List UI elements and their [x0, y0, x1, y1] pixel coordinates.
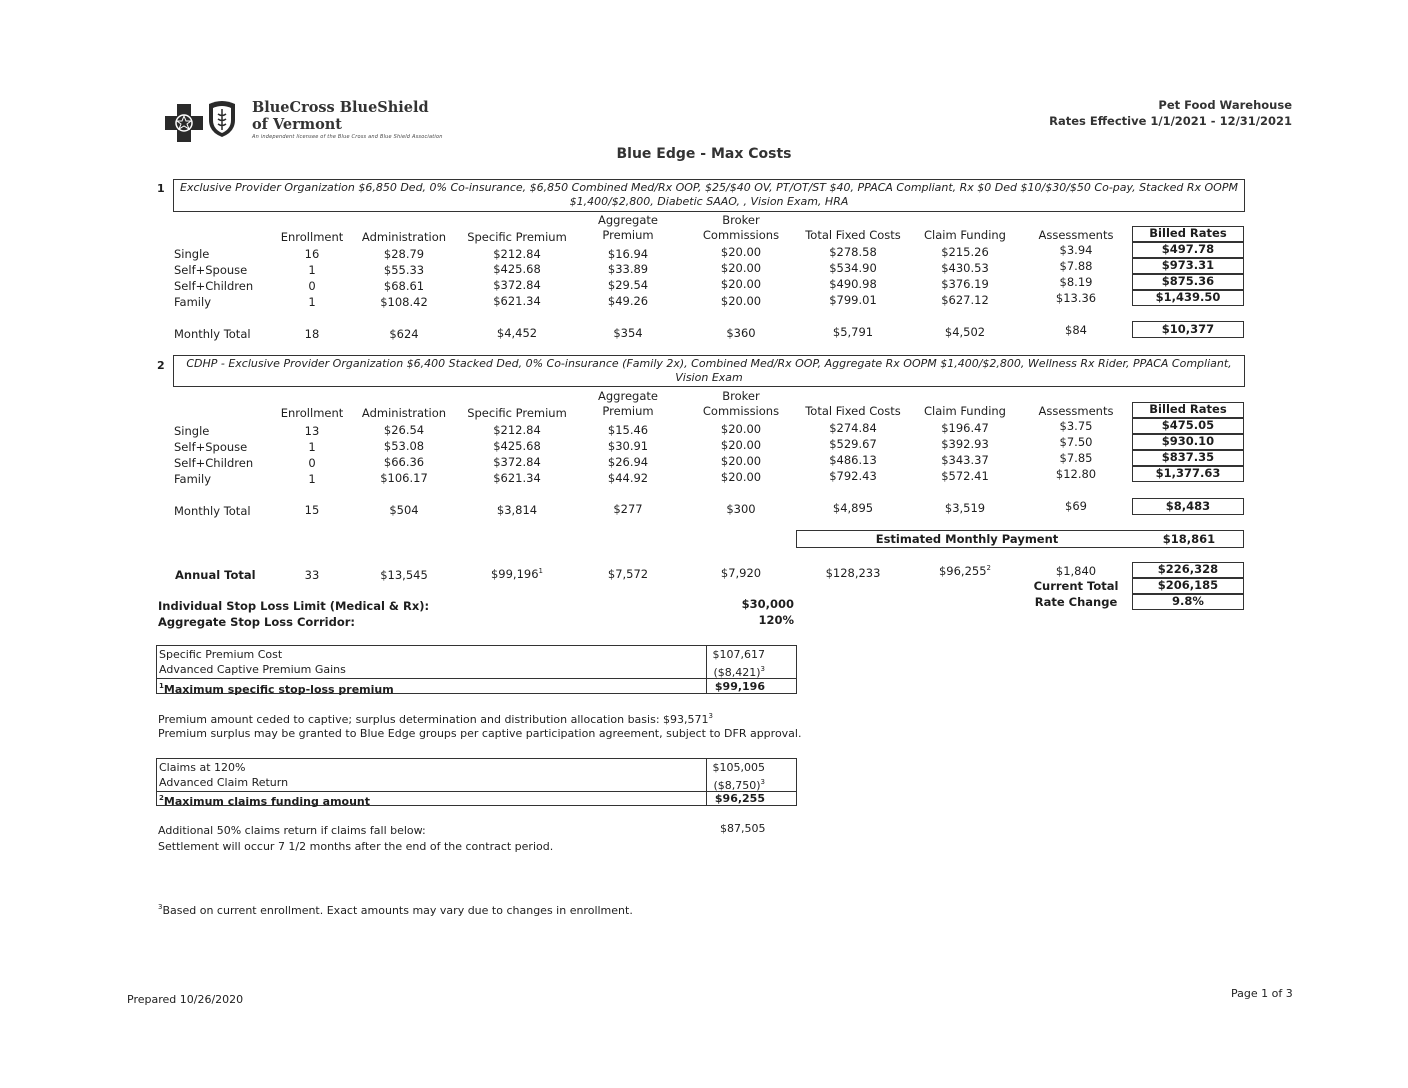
aggregate-premium-value: $44.92	[607, 471, 649, 485]
annual-total-label: Annual Total	[175, 568, 256, 582]
header-broker-commissions: Broker Commissions	[702, 213, 780, 242]
tier-label: Self+Children	[174, 456, 254, 470]
claim-funding-value: $196.47	[941, 421, 989, 435]
monthly-total-aggregate: $354	[613, 326, 643, 340]
header-total-fixed-costs: Total Fixed Costs	[805, 228, 901, 242]
fixed-cost-value: $792.43	[829, 469, 877, 483]
claims-return-note: Additional 50% claims return if claims fall below:	[158, 824, 426, 837]
billed-rate-value: $973.31	[1132, 258, 1244, 274]
fixed-cost-value: $274.84	[829, 421, 877, 435]
header-enrollment: Enrollment	[280, 230, 344, 244]
broker-value: $20.00	[720, 294, 762, 308]
estimated-monthly-payment-label: Estimated Monthly Payment	[875, 532, 1059, 546]
tier-label: Self+Spouse	[174, 440, 248, 454]
administration-value: $26.54	[383, 423, 425, 437]
aggregate-premium-value: $16.94	[607, 247, 649, 261]
header-administration: Administration	[361, 406, 447, 420]
claim-funding-value: $430.53	[941, 261, 989, 275]
administration-value: $108.42	[380, 295, 428, 309]
tier-label: Single	[174, 424, 210, 438]
header-billed-rates: Billed Rates	[1132, 402, 1244, 418]
tier-label: Family	[174, 295, 212, 309]
aggregate-premium-value: $30.91	[607, 439, 649, 453]
assessments-value: $7.85	[1059, 451, 1093, 465]
annual-assessments: $1,840	[1055, 564, 1097, 578]
monthly-total-claim: $4,502	[944, 325, 986, 339]
fixed-cost-value: $534.90	[829, 261, 877, 275]
header-specific-premium: Specific Premium	[467, 230, 567, 244]
fixed-cost-value: $490.98	[829, 277, 877, 291]
claim-funding-value: $215.26	[941, 245, 989, 259]
claims-table-row: Claims at 120% $105,005	[159, 761, 765, 774]
specific-premium-value: $621.34	[493, 294, 541, 308]
billed-rate-value: $1,377.63	[1132, 466, 1244, 482]
billed-rate-value: $475.05	[1132, 418, 1244, 434]
current-total-value: $206,185	[1132, 578, 1244, 594]
plan-1-description-line2: $1,400/$2,800, Diabetic SAAO, , Vision Exam, HRA	[569, 195, 849, 208]
broker-value: $20.00	[720, 261, 762, 275]
annual-fixed: $128,233	[825, 566, 881, 580]
bcbs-wordmark	[252, 99, 429, 133]
broker-value: $20.00	[720, 454, 762, 468]
monthly-total-label: Monthly Total	[174, 327, 251, 341]
header-assessments: Assessments	[1038, 404, 1114, 418]
assessments-value: $3.75	[1059, 419, 1093, 433]
annual-enrollment: 33	[304, 568, 320, 582]
annual-specific: $99,196$^1$	[490, 567, 544, 581]
annual-claim: $96,255$^2$	[938, 564, 992, 578]
tier-label: Self+Children	[174, 279, 254, 293]
claims-table-row: Advanced Claim Return ($8,750)$^3$	[159, 776, 765, 792]
administration-value: $53.08	[383, 439, 425, 453]
estimated-monthly-payment-row	[796, 530, 1244, 548]
bcbs-cross-logo-icon	[165, 104, 203, 142]
plan-2-description-line1: CDHP - Exclusive Provider Organization $6,400 Stacked Ded, 0% Co-insurance (Family 2x), Combined Med/Rx OOP, Aggregate Rx OOPM $1,400/$2,800, Wellness Rx Rider, PPACA Compliant,	[186, 357, 1232, 370]
administration-value: $68.61	[383, 279, 425, 293]
enrollment-footnote: $^3$Based on current enrollment. Exact amounts may vary due to changes in enrollment.	[158, 903, 633, 917]
fixed-cost-value: $799.01	[829, 293, 877, 307]
claims-return-threshold: $87,505	[720, 822, 766, 835]
captive-note-line2: Premium surplus may be granted to Blue Edge groups per captive participation agreement, subject to DFR approval.	[158, 727, 802, 740]
aggregate-stop-loss-value: 120%	[758, 613, 794, 627]
billed-rate-value: $497.78	[1132, 242, 1244, 258]
aggregate-premium-value: $15.46	[607, 423, 649, 437]
logo-name-line2: of Vermont	[252, 116, 342, 133]
rates-effective: Rates Effective 1/1/2021 - 12/31/2021	[1049, 114, 1292, 128]
monthly-total-billed: $8,483	[1132, 498, 1244, 515]
assessments-value: $7.88	[1059, 259, 1093, 273]
enrollment-value: 0	[308, 456, 316, 470]
monthly-total-assessments: $84	[1065, 323, 1087, 337]
claims-table-total-row: $^2$Maximum claims funding amount $96,255	[159, 792, 765, 808]
aggregate-stop-loss-label: Aggregate Stop Loss Corridor:	[158, 615, 355, 629]
enrollment-value: 1	[308, 472, 316, 486]
enrollment-value: 1	[308, 295, 316, 309]
claim-funding-value: $392.93	[941, 437, 989, 451]
header-billed-rates: Billed Rates	[1132, 226, 1244, 242]
monthly-total-administration: $504	[389, 503, 419, 517]
broker-value: $20.00	[720, 438, 762, 452]
logo-tagline: An independent licensee of the Blue Cross and Blue Shield Association	[252, 134, 443, 140]
assessments-value: $7.50	[1059, 435, 1093, 449]
claim-funding-value: $376.19	[941, 277, 989, 291]
broker-value: $20.00	[720, 422, 762, 436]
fixed-cost-value: $486.13	[829, 453, 877, 467]
specific-premium-value: $212.84	[493, 247, 541, 261]
header-enrollment: Enrollment	[280, 406, 344, 420]
monthly-total-fixed: $4,895	[832, 501, 874, 515]
claim-funding-value: $343.37	[941, 453, 989, 467]
tier-label: Family	[174, 472, 212, 486]
header-aggregate-premium: Aggregate Premium	[598, 389, 658, 418]
broker-value: $20.00	[720, 245, 762, 259]
specific-premium-value: $425.68	[493, 262, 541, 276]
logo-name-line1: BlueCross BlueShield	[252, 99, 429, 116]
monthly-total-label: Monthly Total	[174, 504, 251, 518]
billed-rate-value: $1,439.50	[1132, 290, 1244, 306]
specific-premium-value: $372.84	[493, 278, 541, 292]
client-name: Pet Food Warehouse	[1158, 98, 1292, 112]
header-specific-premium: Specific Premium	[467, 406, 567, 420]
administration-value: $66.36	[383, 455, 425, 469]
monthly-total-broker: $300	[726, 502, 756, 516]
current-total-label: Current Total	[1033, 579, 1119, 593]
rate-change-label: Rate Change	[1034, 595, 1118, 609]
aggregate-premium-value: $49.26	[607, 294, 649, 308]
client-header	[1049, 97, 1292, 129]
aggregate-premium-value: $29.54	[607, 278, 649, 292]
monthly-total-administration: $624	[389, 327, 419, 341]
assessments-value: $12.80	[1055, 467, 1097, 481]
plan-2-description	[173, 355, 1245, 387]
specific-premium-value: $212.84	[493, 423, 541, 437]
header-broker-commissions: Broker Commissions	[702, 389, 780, 418]
monthly-total-fixed: $5,791	[832, 325, 874, 339]
tier-label: Self+Spouse	[174, 263, 248, 277]
monthly-total-claim: $3,519	[944, 501, 986, 515]
monthly-total-specific: $4,452	[496, 326, 538, 340]
assessments-value: $13.36	[1055, 291, 1097, 305]
tier-label: Single	[174, 247, 210, 261]
plan-2-description-line2: Vision Exam	[675, 371, 743, 384]
monthly-total-broker: $360	[726, 326, 756, 340]
monthly-total-assessments: $69	[1065, 499, 1087, 513]
header-claim-funding: Claim Funding	[924, 404, 1006, 418]
individual-stop-loss-label: Individual Stop Loss Limit (Medical & Rx):	[158, 599, 430, 613]
page-title: Blue Edge - Max Costs	[616, 146, 792, 162]
specific-premium-value: $621.34	[493, 471, 541, 485]
page-number: Page 1 of 3	[1231, 987, 1293, 1000]
rate-change-value: 9.8%	[1132, 594, 1244, 610]
assessments-value: $8.19	[1059, 275, 1093, 289]
plan-2-number: 2	[157, 359, 165, 372]
billed-rate-value: $930.10	[1132, 434, 1244, 450]
bcbs-shield-logo-icon	[207, 100, 237, 138]
annual-aggregate: $7,572	[607, 567, 649, 581]
assessments-value: $3.94	[1059, 243, 1093, 257]
plan-1-number: 1	[157, 182, 165, 195]
header-total-fixed-costs: Total Fixed Costs	[805, 404, 901, 418]
header-claim-funding: Claim Funding	[924, 228, 1006, 242]
claim-funding-value: $627.12	[941, 293, 989, 307]
administration-value: $28.79	[383, 247, 425, 261]
enrollment-value: 1	[308, 263, 316, 277]
administration-value: $55.33	[383, 263, 425, 277]
plan-1-description-line1: Exclusive Provider Organization $6,850 Ded, 0% Co-insurance, $6,850 Combined Med/Rx OOP, $25/$40 OV, PT/OT/ST $40, PPACA Compliant, Rx $0 Ded $10/$30/$50 Co-pay, Stacked Rx OOPM	[180, 181, 1238, 194]
monthly-total-aggregate: $277	[613, 502, 643, 516]
annual-administration: $13,545	[380, 568, 428, 582]
claim-funding-value: $572.41	[941, 469, 989, 483]
individual-stop-loss-value: $30,000	[741, 597, 794, 611]
broker-value: $20.00	[720, 470, 762, 484]
broker-value: $20.00	[720, 277, 762, 291]
enrollment-value: 16	[304, 247, 320, 261]
specific-table-row: Advanced Captive Premium Gains ($8,421)$^3$	[159, 663, 765, 679]
annual-billed: $226,328	[1132, 562, 1244, 578]
settlement-note: Settlement will occur 7 1/2 months after the end of the contract period.	[158, 840, 554, 853]
specific-table-total-row: $^1$Maximum specific stop-loss premium $99,196	[159, 680, 765, 696]
billed-rate-value: $875.36	[1132, 274, 1244, 290]
enrollment-value: 13	[304, 424, 320, 438]
fixed-cost-value: $278.58	[829, 245, 877, 259]
prepared-date: Prepared 10/26/2020	[127, 993, 244, 1006]
monthly-total-enrollment: 18	[304, 327, 320, 341]
specific-table-row: Specific Premium Cost $107,617	[159, 648, 765, 661]
monthly-total-specific: $3,814	[496, 503, 538, 517]
enrollment-value: 0	[308, 279, 316, 293]
monthly-total-billed: $10,377	[1132, 321, 1244, 338]
specific-premium-value: $372.84	[493, 455, 541, 469]
estimated-monthly-payment-value: $18,861	[1162, 532, 1216, 546]
specific-premium-value: $425.68	[493, 439, 541, 453]
header-assessments: Assessments	[1038, 228, 1114, 242]
header-administration: Administration	[361, 230, 447, 244]
enrollment-value: 1	[308, 440, 316, 454]
aggregate-premium-value: $26.94	[607, 455, 649, 469]
billed-rate-value: $837.35	[1132, 450, 1244, 466]
annual-broker: $7,920	[720, 566, 762, 580]
plan-1-description	[173, 179, 1245, 212]
aggregate-premium-value: $33.89	[607, 262, 649, 276]
fixed-cost-value: $529.67	[829, 437, 877, 451]
administration-value: $106.17	[380, 471, 428, 485]
monthly-total-enrollment: 15	[304, 503, 320, 517]
captive-note-line1: Premium amount ceded to captive; surplus determination and distribution allocation basis: $93,571$^3$	[158, 712, 713, 726]
header-aggregate-premium: Aggregate Premium	[598, 213, 658, 242]
